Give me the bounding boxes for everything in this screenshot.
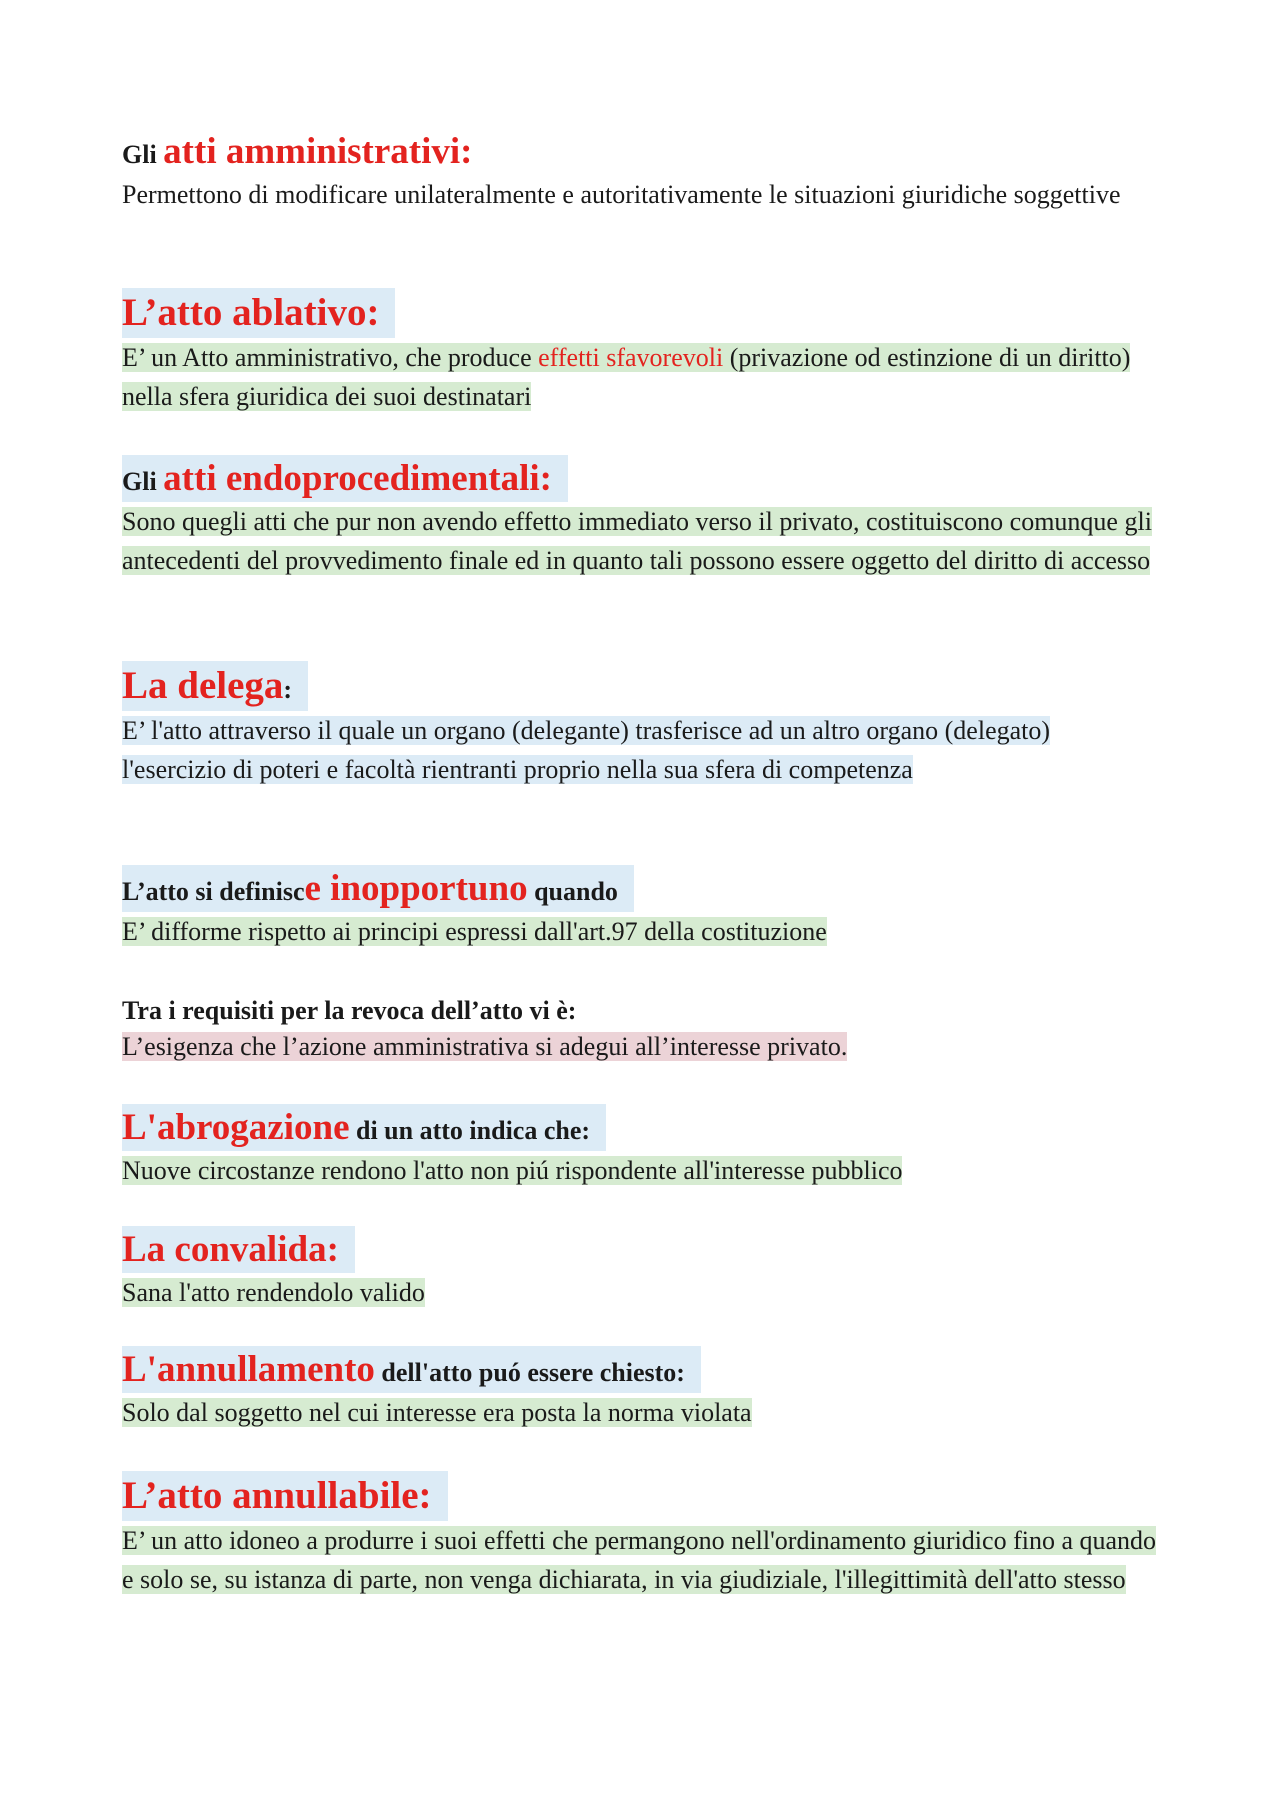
section-inopportuno [122,865,1172,951]
body-delega [122,711,1092,789]
heading-prefix: L’atto si definisc [122,877,305,906]
heading-atto-ablativo [122,288,395,338]
section-atto-annullabile [122,1471,1172,1599]
body-text: Sana l'atto rendendolo valido [122,1278,425,1308]
body-annullamento [122,1393,1172,1432]
heading-atti-amministrativi [122,128,472,175]
heading-red: L'abrogazione [122,1107,350,1148]
body-atti-endoprocedimentali [122,502,1172,580]
heading-annullamento [122,1346,701,1393]
section-delega [122,661,1172,789]
heading-abrogazione [122,1104,606,1151]
body-atto-ablativo [122,338,1172,416]
heading-prefix: Tra i requisiti per la revoca dell’atto vi è: [122,996,577,1025]
body-text: E’ difforme rispetto ai principi espressi dall'art.97 della costituzione [122,917,827,947]
section-atto-ablativo [122,288,1172,416]
heading-atti-endoprocedimentali [122,455,568,502]
section-convalida [122,1226,1172,1312]
body-text: L’esigenza che l’azione amministrativa si adegui all’interesse privato. [122,1032,848,1062]
heading-red: La delega [122,664,284,707]
heading-delega [122,661,308,711]
heading-suffix: dell'atto puó essere chiesto: [374,1358,685,1387]
heading-prefix: Gli [122,467,164,496]
body-atto-annullabile [122,1521,1172,1599]
heading-red: L'annullamento [122,1349,375,1390]
body-text [122,343,1130,411]
heading-red: e inopportuno [304,868,528,909]
heading-red: atti amministrativi: [163,131,473,172]
body-atti-amministrativi [122,175,1172,214]
body-text: Nuove circostanze rendono l'atto non piú rispondente all'interesse pubblico [122,1156,903,1186]
heading-atto-annullabile [122,1471,448,1521]
body-text: E’ l'atto attraverso il quale un organo (delegante) trasferisce ad un altro organo (delegato) l'esercizio di poteri e facoltà rientranti proprio nella sua sfera di competenza [122,715,1051,784]
heading-suffix: quando [527,877,618,906]
section-abrogazione [122,1104,1172,1190]
body-text: Sono quegli atti che pur non avendo effetto immediato verso il privato, costituiscono comunque gli antecedenti del provvedimento finale ed in quanto tali possono essere oggetto del diritto di accesso [122,507,1152,576]
heading-inopportuno [122,865,634,912]
body-before: E’ un Atto amministrativo, che produce [122,342,539,372]
heading-revoca [122,994,576,1027]
heading-red: L’atto annullabile: [122,1474,432,1517]
body-after: (privazione od estinzione di un diritto) nella sfera giuridica dei suoi destinatari [122,342,1131,411]
section-atti-endoprocedimentali [122,455,1172,580]
body-text: Solo dal soggetto nel cui interesse era posta la norma violata [122,1398,752,1428]
body-red: effetti sfavorevoli [538,342,724,372]
heading-red: atti endoprocedimentali: [163,458,552,499]
body-text: E’ un atto idoneo a produrre i suoi effetti che permangono nell'ordinamento giuridico fino a quando e solo se, su istanza di parte, non venga dichiarata, in via giudiziale, l'illegittimità dell'atto stesso [122,1525,1157,1594]
section-atti-amministrativi [122,128,1172,214]
heading-prefix: Gli [122,140,164,169]
heading-suffix: di un atto indica che: [349,1116,591,1145]
heading-suffix: : [283,675,293,704]
body-inopportuno [122,912,1172,951]
heading-red: L’atto ablativo: [122,291,380,334]
body-abrogazione [122,1151,1172,1190]
body-convalida [122,1273,1172,1312]
body-revoca [122,1027,1172,1066]
body-text: Permettono di modificare unilateralmente e autoritativamente le situazioni giuridiche soggettive [122,180,1121,210]
heading-red: La convalida: [122,1229,339,1270]
heading-convalida [122,1226,355,1273]
section-annullamento [122,1346,1172,1432]
section-revoca [122,994,1172,1066]
